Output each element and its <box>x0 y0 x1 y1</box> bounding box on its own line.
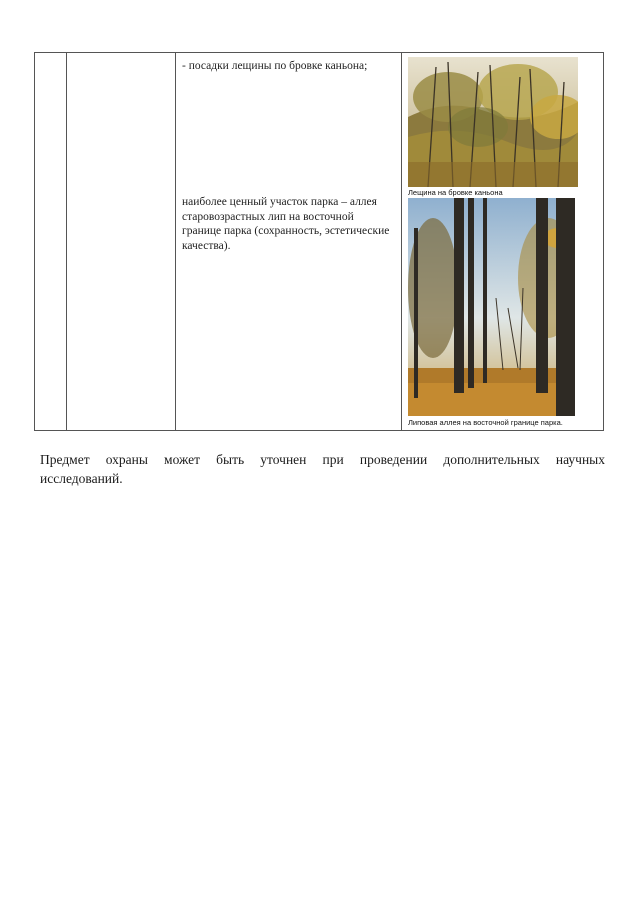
item-hazel-plantings: - посадки лещины по бровке каньона; <box>182 60 368 72</box>
column-divider <box>66 53 67 430</box>
item-linden-alley: наиболее ценный участок парка – аллея старовозрастных лип на восточной границе парка (сохранность, эстетические качества). <box>182 196 390 252</box>
photo-caption: Лещина на бровке каньона <box>408 188 503 197</box>
footnote-paragraph <box>40 450 605 488</box>
hazel-canyon-photo <box>408 57 578 187</box>
column-divider <box>175 53 176 430</box>
footnote-line: исследований. <box>40 471 123 486</box>
footnote-line: Предмет охраны может быть уточнен при проведении дополнительных научных <box>40 452 605 467</box>
linden-alley-photo <box>408 198 575 416</box>
photo-caption: Липовая аллея на восточной границе парка. <box>408 418 563 427</box>
protection-subject-table <box>34 52 604 431</box>
column-divider <box>401 53 402 430</box>
